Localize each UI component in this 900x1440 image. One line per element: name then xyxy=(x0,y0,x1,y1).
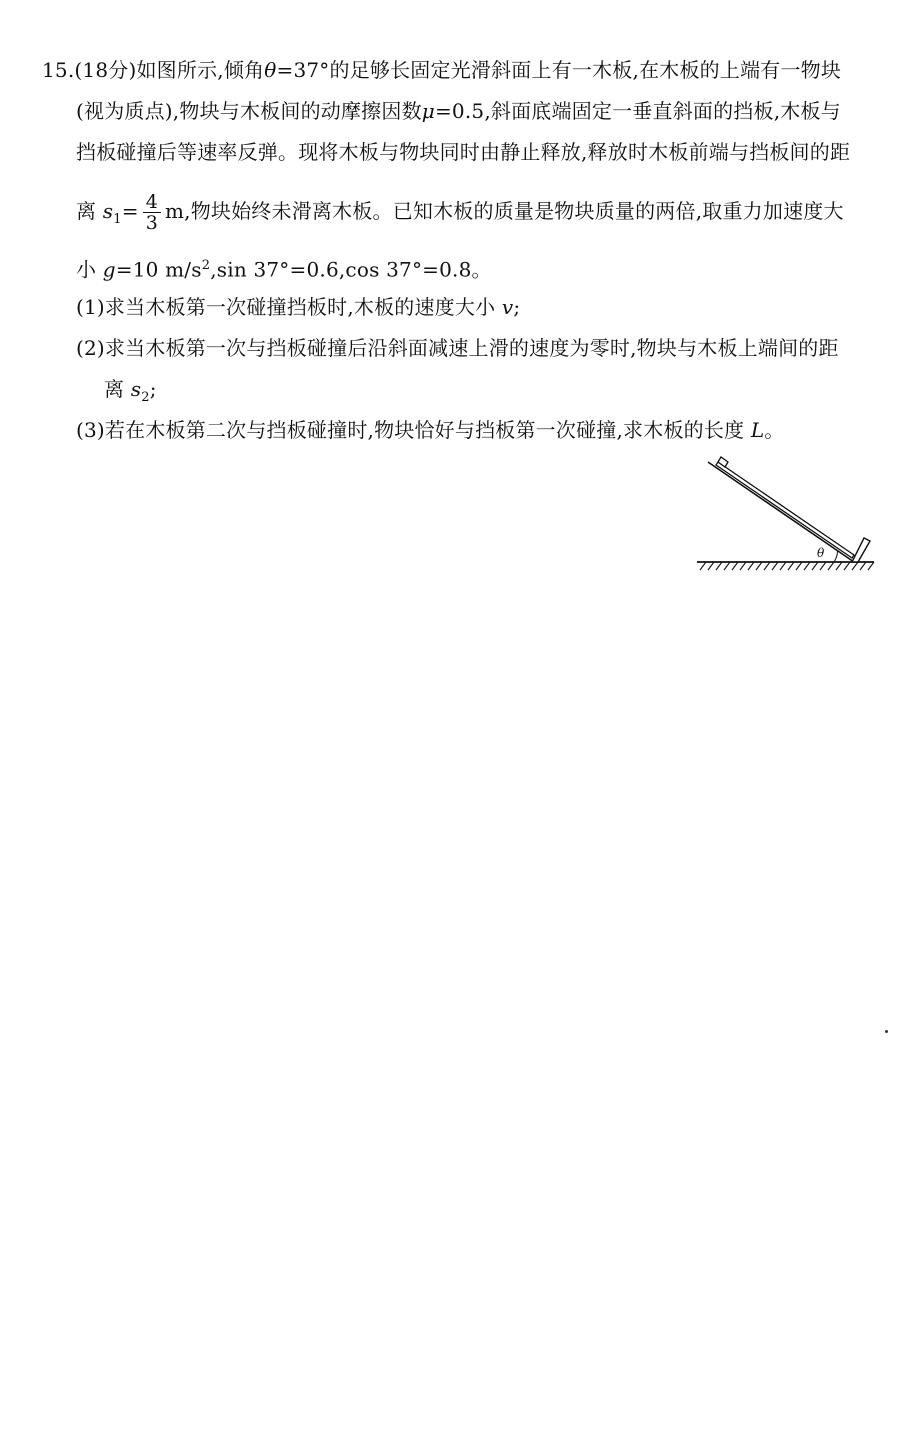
v-symbol: v xyxy=(501,295,514,319)
s2-subscript: 2 xyxy=(141,390,150,405)
incline-surface xyxy=(708,462,854,562)
part-2-line-2 xyxy=(104,375,157,412)
part-2-line-1 xyxy=(76,334,839,362)
fraction-numerator: 4 xyxy=(143,192,161,213)
stem-line-2 xyxy=(76,97,841,125)
stem-line-3 xyxy=(76,138,850,166)
fraction-denominator: 3 xyxy=(145,212,158,234)
stem-text: 如图所示,倾角 xyxy=(136,58,265,82)
fraction-four-thirds xyxy=(143,192,161,233)
part-2-text: (2)求当木板第一次与挡板碰撞后沿斜面减速上滑的速度为零时,物块与木板上端间的距 xyxy=(76,336,839,360)
part-1-text: ; xyxy=(513,295,521,319)
s1-symbol: s xyxy=(102,199,114,223)
s2-symbol: s xyxy=(130,377,142,401)
part-1 xyxy=(76,293,520,321)
part-2-text: 离 xyxy=(104,377,125,401)
exponent: 2 xyxy=(201,258,211,273)
g-symbol: g xyxy=(102,257,116,282)
theta-symbol: θ xyxy=(264,58,277,82)
incline-diagram xyxy=(692,452,882,577)
stem-text: =10 m/s xyxy=(115,257,202,282)
barrier-plate xyxy=(852,538,870,562)
stem-line-5 xyxy=(76,252,492,284)
stem-text: m,物块始终未滑离木板。已知木板的质量是物块质量的两倍,取重力加速度大 xyxy=(164,199,844,223)
wooden-board xyxy=(716,462,854,558)
question-number: 15. xyxy=(42,58,75,82)
angle-theta-label: θ xyxy=(817,546,825,560)
part-2-text: ; xyxy=(149,377,157,401)
question-points: (18分) xyxy=(74,58,137,82)
angle-arc xyxy=(834,551,838,562)
stem-text: =0.5,斜面底端固定一垂直斜面的挡板,木板与 xyxy=(434,99,841,123)
part-1-text: (1)求当木板第一次碰撞挡板时,木板的速度大小 xyxy=(76,295,496,319)
part-3-text: (3)若在木板第二次与挡板碰撞时,物块恰好与挡板第一次碰撞,求木板的长度 xyxy=(76,418,745,442)
equals-sign: = xyxy=(121,199,139,223)
ground-hatching xyxy=(700,562,874,570)
stem-text: 小 xyxy=(76,257,97,282)
part-3 xyxy=(76,416,785,444)
stem-line-1 xyxy=(42,56,841,84)
L-symbol: L xyxy=(750,418,765,442)
scan-speck xyxy=(885,1030,888,1033)
part-3-text: 。 xyxy=(764,418,785,442)
stem-text: 挡板碰撞后等速率反弹。现将木板与物块同时由静止释放,释放时木板前端与挡板间的距 xyxy=(76,140,851,164)
s1-subscript: 1 xyxy=(113,212,122,227)
small-block xyxy=(718,457,728,467)
mu-symbol: μ xyxy=(421,99,435,123)
stem-line-4 xyxy=(76,192,844,234)
stem-text: =37°的足够长固定光滑斜面上有一木板,在木板的上端有一物块 xyxy=(276,58,842,82)
stem-text: 离 xyxy=(76,199,97,223)
stem-text: ,sin 37°=0.6,cos 37°=0.8。 xyxy=(210,257,492,282)
stem-text: (视为质点),物块与木板间的动摩擦因数 xyxy=(76,99,422,123)
